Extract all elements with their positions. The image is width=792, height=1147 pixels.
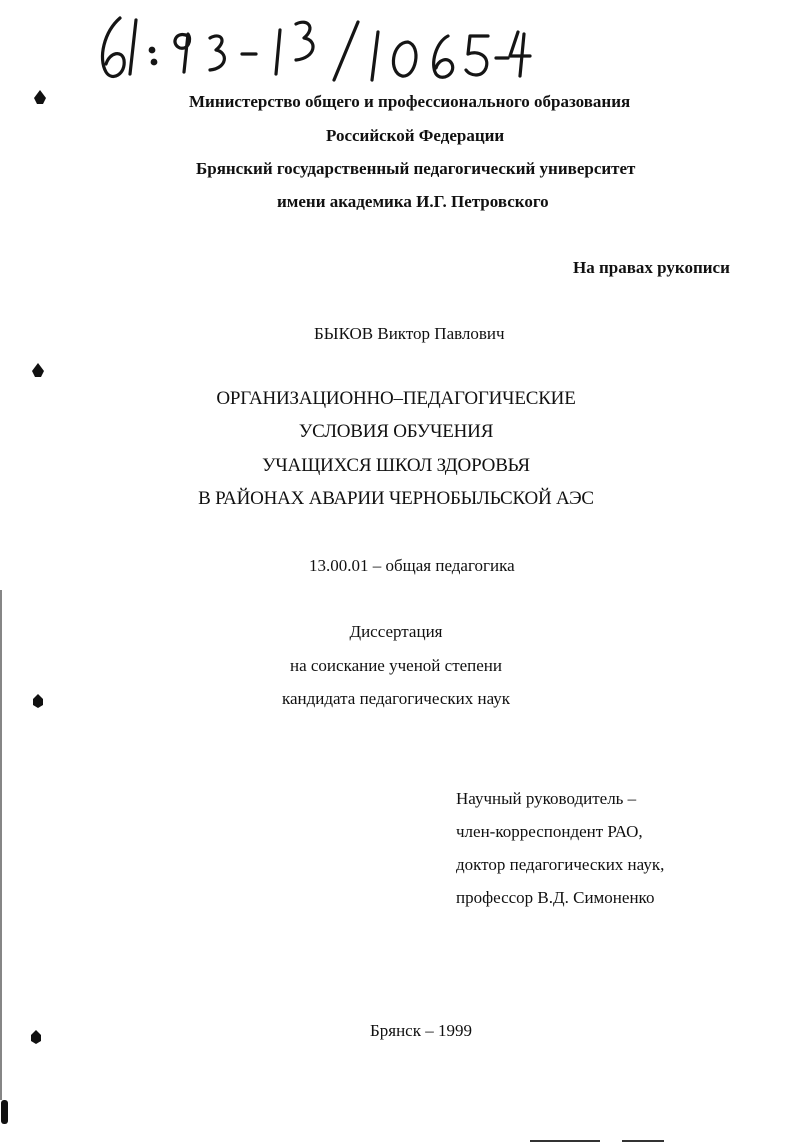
- supervisor-line-1: Научный руководитель –: [456, 789, 637, 808]
- place-and-year: Брянск – 1999: [370, 1021, 472, 1040]
- title-line-4: В РАЙОНАХ АВАРИИ ЧЕРНОБЫЛЬСКОЙ АЭС: [198, 488, 594, 509]
- scan-edge-blob: [1, 1100, 8, 1124]
- degree-line-1: Диссертация: [349, 622, 443, 641]
- author-name: БЫКОВ Виктор Павлович: [314, 324, 505, 343]
- ministry-line-2: Российской Федерации: [326, 126, 505, 145]
- scan-margin-mark: [30, 1030, 42, 1044]
- supervisor-line-4: профессор В.Д. Симоненко: [456, 888, 655, 907]
- manuscript-rights: На правах рукописи: [573, 258, 730, 277]
- ministry-line-1: Министерство общего и профессионального образования: [189, 92, 631, 111]
- scan-bottom-streak: [530, 1140, 600, 1142]
- title-line-3: УЧАЩИХСЯ ШКОЛ ЗДОРОВЬЯ: [262, 455, 530, 476]
- scan-margin-mark: [32, 363, 44, 377]
- title-line-2: УСЛОВИЯ ОБУЧЕНИЯ: [298, 421, 494, 442]
- degree-line-3: кандидата педагогических наук: [281, 689, 511, 708]
- degree-line-2: на соискание ученой степени: [289, 656, 503, 675]
- university-line-2: имени академика И.Г. Петровского: [277, 192, 549, 211]
- handwritten-inventory-number: [96, 10, 536, 86]
- scan-margin-mark: [34, 90, 46, 104]
- scan-bottom-streak: [622, 1140, 664, 1142]
- supervisor-line-3: доктор педагогических наук,: [456, 855, 665, 874]
- title-line-1: ОРГАНИЗАЦИОННО–ПЕДАГОГИЧЕСКИЕ: [216, 388, 576, 409]
- supervisor-line-2: член-корреспондент РАО,: [456, 822, 643, 841]
- specialty-code: 13.00.01 – общая педагогика: [309, 556, 515, 575]
- university-line-1: Брянский государственный педагогический университет: [196, 159, 636, 178]
